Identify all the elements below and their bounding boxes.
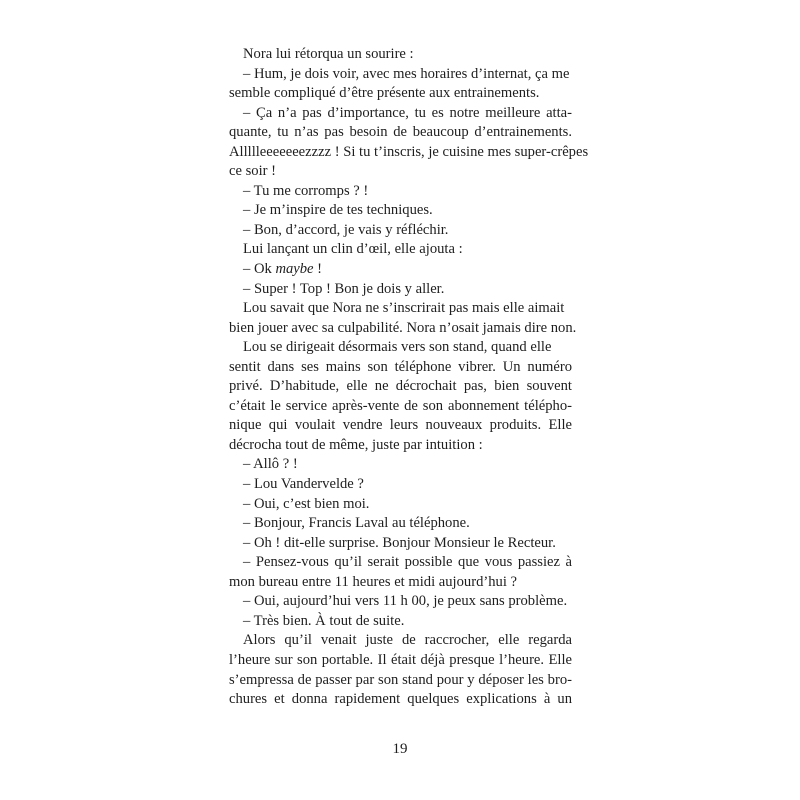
text-line: – Pensez-vous qu’il serait possible que vous passiez à (243, 554, 572, 571)
text-line: Lui lançant un clin d’œil, elle ajouta : (243, 241, 463, 258)
text-line: – Super ! Top ! Bon je dois y aller. (243, 280, 445, 297)
text-line: c’était le service après-vente de son abonnement télépho- (229, 397, 572, 414)
text-line: – Allô ? ! (243, 456, 298, 473)
text-line: ce soir ! (229, 163, 277, 180)
text-line: l’heure sur son portable. Il était déjà presque l’heure. Elle (229, 651, 572, 668)
text-line: – Ça n’a pas d’importance, tu es notre meilleure atta- (243, 104, 572, 121)
text-line (229, 260, 572, 280)
text-line: Nora lui rétorqua un sourire : (243, 46, 414, 62)
text-line: – Oh ! dit-elle surprise. Bonjour Monsieur le Recteur. (243, 534, 556, 551)
text-line: bien jouer avec sa culpabilité. Nora n’osait jamais dire non. (229, 319, 577, 336)
text-line: Allllleeeeeeezzzz ! Si tu t’inscris, je cuisine mes super-crêpes (229, 143, 589, 160)
text-line: Alors qu’il venait juste de raccrocher, elle regarda (243, 632, 572, 649)
text-line: – Bon, d’accord, je vais y réfléchir. (243, 221, 449, 238)
text-line: s’empressa de passer par son stand pour y déposer les bro- (229, 671, 572, 688)
text-line: – Je m’inspire de tes techniques. (243, 202, 433, 219)
text-line: – Hum, je dois voir, avec mes horaires d’internat, ça me (243, 65, 570, 82)
text-line: quante, tu n’as pas besoin de beaucoup d’entrainements. (229, 124, 572, 141)
text-line: – Oui, aujourd’hui vers 11 h 00, je peux sans problème. (243, 593, 568, 610)
body-text (229, 45, 589, 710)
text-line: privé. D’habitude, elle ne décrochait pas, bien souvent (229, 378, 572, 395)
text-line: Lou se dirigeait désormais vers son stand, quand elle (243, 339, 552, 356)
text-line: nique qui voulait vendre leurs nouveaux produits. Elle (229, 417, 572, 434)
text-run: – Ok (243, 261, 276, 278)
page-number: 19 (392, 741, 408, 757)
text-line: sentit dans ses mains son téléphone vibrer. Un numéro (229, 358, 572, 375)
italic-word: maybe (275, 261, 314, 278)
text-line: semble compliqué d’être présente aux entrainements. (229, 85, 540, 102)
text-line: – Tu me corromps ? ! (243, 182, 369, 199)
text-line: Lou savait que Nora ne s’inscrirait pas mais elle aimait (243, 300, 565, 317)
text-line: chures et donna rapidement quelques explications à un (229, 691, 572, 708)
text-line: – Très bien. À tout de suite. (243, 612, 405, 629)
text-line: décrocha tout de même, juste par intuition : (229, 436, 483, 453)
text-line: – Bonjour, Francis Laval au téléphone. (243, 515, 470, 532)
text-line: – Lou Vandervelde ? (243, 476, 364, 493)
text-run: ! (313, 261, 323, 278)
text-line: – Oui, c’est bien moi. (243, 495, 370, 512)
text-line: mon bureau entre 11 heures et midi aujourd’hui ? (229, 573, 517, 590)
